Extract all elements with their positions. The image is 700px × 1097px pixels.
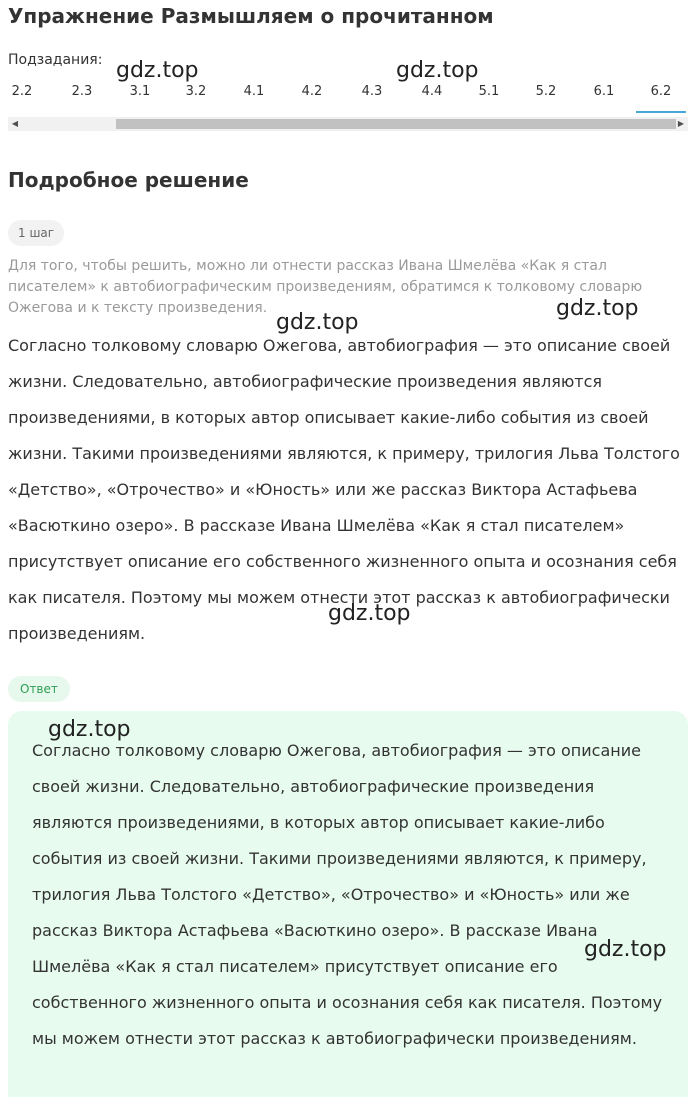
watermark: gdz.top — [48, 717, 131, 742]
solution-text: Согласно толковому словарю Ожегова, автобиография — это описание своей жизни. Следовательно, автобиографические произведения являются произведениями, в которых автор описывает какие-либо события из своей жизни. Такими произведениями являются, к примеру, трилогия Льва Толстого «Детство», «Отрочество» и «Юность» или же рассказ Виктора Астафьева «Васюткино озеро». В рассказе Ивана Шмелёва «Как я стал писателем» присутствует описание его собственного жизненного опыта и осознания себя как писателя. Поэтому мы можем отнести этот рассказ к автобиографически произведениям. — [8, 336, 680, 643]
subtask-tabs — [0, 84, 688, 114]
subtasks-label: Подзадания: — [8, 52, 103, 68]
tab-5-2[interactable]: 5.2 — [535, 84, 557, 99]
step-badge: 1 шаг — [8, 220, 64, 246]
watermark: gdz.top — [556, 296, 639, 321]
triangle-right-icon[interactable]: ▶ — [677, 119, 685, 128]
answer-badge: Ответ — [8, 676, 70, 702]
active-tab-indicator — [636, 111, 686, 113]
solution-heading: Подробное решение — [8, 168, 249, 192]
tabs-scrollbar[interactable] — [8, 117, 688, 131]
tab-6-1[interactable]: 6.1 — [593, 84, 615, 99]
scrollbar-thumb[interactable] — [116, 119, 676, 129]
tab-4-1[interactable]: 4.1 — [243, 84, 265, 99]
tab-4-3[interactable]: 4.3 — [361, 84, 383, 99]
page-title: Упражнение Размышляем о прочитанном — [8, 4, 494, 28]
answer-box — [8, 711, 688, 1097]
answer-text: Согласно толковому словарю Ожегова, автобиография — это описание своей жизни. Следовательно, автобиографические произведения являются произведениями, в которых автор описывает какие-либо события из своей жизни. Такими произведениями являются, к примеру, трилогия Льва Толстого «Детство», «Отрочество» и «Юность» или же рассказ Виктора Астафьева «Васюткино озеро». В рассказе Ивана Шмелёва «Как я стал писателем» присутствует описание его собственного жизненного опыта и осознания себя как писателя. Поэтому мы можем отнести этот рассказ к автобиографически произведениям. — [32, 741, 663, 1048]
step-hint: Для того, чтобы решить, можно ли отнести рассказ Ивана Шмелёва «Как я стал писателем» к автобиографическим произведениям, обратимся к толковому словарю Ожегова и к тексту произведения. — [8, 258, 643, 316]
tab-3-2[interactable]: 3.2 — [185, 84, 207, 99]
watermark: gdz.top — [396, 58, 479, 83]
tab-2-2[interactable]: 2.2 — [11, 84, 33, 99]
watermark: gdz.top — [584, 937, 667, 962]
tab-6-2[interactable]: 6.2 — [650, 84, 672, 99]
tab-4-2[interactable]: 4.2 — [301, 84, 323, 99]
watermark: gdz.top — [276, 310, 359, 335]
watermark: gdz.top — [328, 601, 411, 626]
tab-2-3[interactable]: 2.3 — [71, 84, 93, 99]
tab-4-4[interactable]: 4.4 — [421, 84, 443, 99]
watermark: gdz.top — [116, 58, 199, 83]
tab-3-1[interactable]: 3.1 — [129, 84, 151, 99]
tab-5-1[interactable]: 5.1 — [478, 84, 500, 99]
triangle-left-icon[interactable]: ◀ — [11, 119, 19, 128]
